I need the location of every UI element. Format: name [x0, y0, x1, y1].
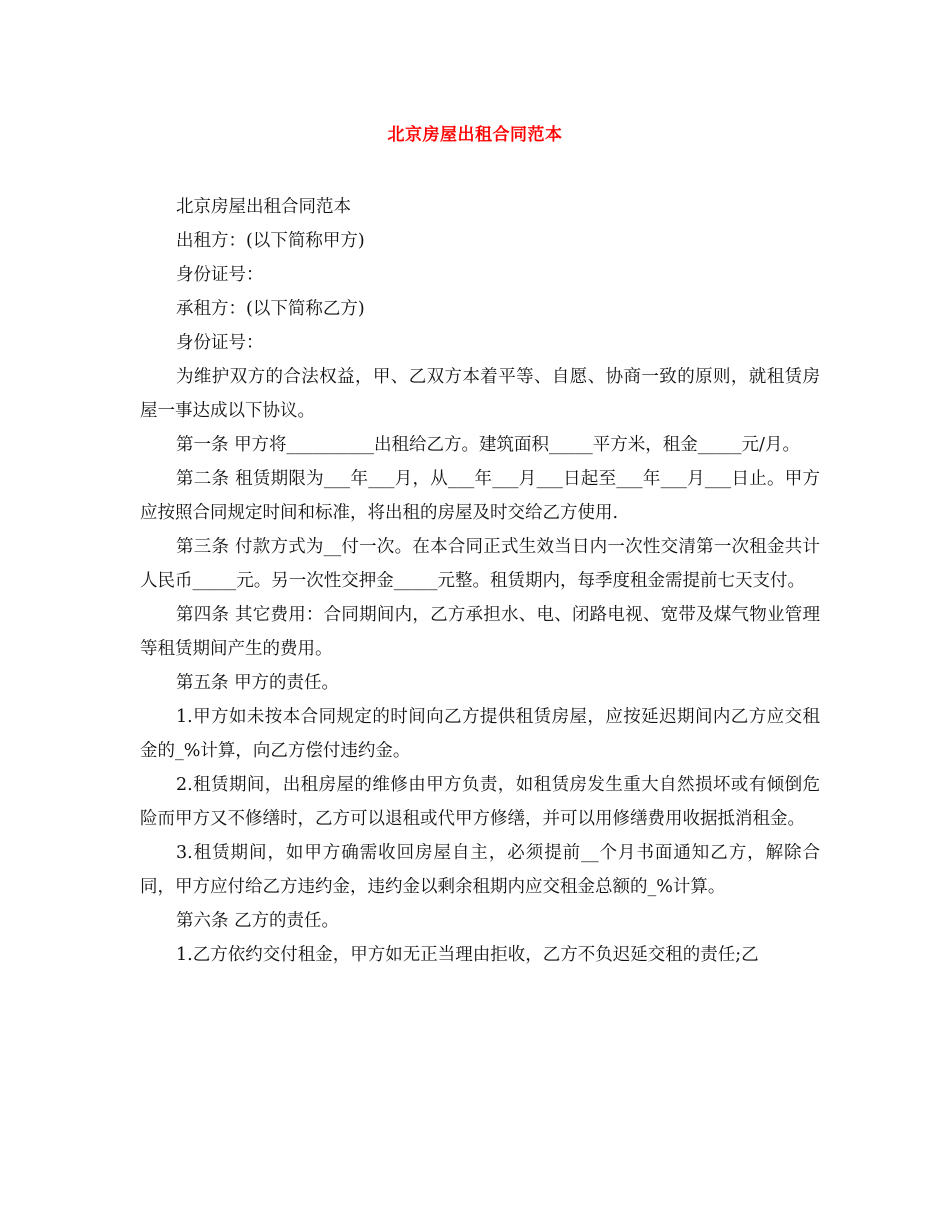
paragraph: 第六条 乙方的责任。: [176, 911, 340, 931]
paragraph: 承租方：(以下简称乙方): [176, 299, 365, 319]
paragraph: 第一条 甲方将__________出租给乙方。建筑面积_____平方米，租金_____元/月。: [176, 435, 800, 455]
paragraph: 身份证号：: [176, 265, 264, 285]
paragraph: 第二条 租赁期限为___年___月，从___年___月___日起至___年___月___日止。甲方应按照合同规定时间和标准，将出租的房屋及时交给乙方使用.: [140, 469, 820, 523]
paragraph: 2.租赁期间，出租房屋的维修由甲方负责，如租赁房发生重大自然损坏或有倾倒危险而甲方又不修缮时，乙方可以退租或代甲方修缮，并可以用修缮费用收据抵消租金。: [140, 775, 820, 829]
paragraph: 第三条 付款方式为__付一次。在本合同正式生效当日内一次性交清第一次租金共计人民币_____元。另一次性交押金_____元整。租赁期内，每季度租金需提前七天支付。: [140, 537, 820, 591]
paragraph: 身份证号：: [176, 333, 264, 353]
document-title: 北京房屋出租合同范本: [387, 125, 563, 145]
paragraph: 3.租赁期间，如甲方确需收回房屋自主，必须提前__个月书面通知乙方，解除合同，甲方应付给乙方违约金，违约金以剩余租期内应交租金总额的_%计算。: [140, 843, 820, 897]
paragraph: 第五条 甲方的责任。: [176, 673, 340, 693]
paragraph: 第四条 其它费用：合同期间内，乙方承担水、电、闭路电视、宽带及煤气物业管理等租赁期间产生的费用。: [140, 605, 820, 659]
paragraph: 1.甲方如未按本合同规定的时间向乙方提供租赁房屋，应按延迟期间内乙方应交租金的_%计算，向乙方偿付违约金。: [140, 707, 820, 761]
paragraph: 出租方：(以下简称甲方): [176, 231, 365, 251]
document-body: [140, 190, 820, 972]
paragraph: 为维护双方的合法权益，甲、乙双方本着平等、自愿、协商一致的原则，就租赁房屋一事达成以下协议。: [140, 367, 820, 421]
paragraph: 北京房屋出租合同范本: [176, 197, 351, 217]
paragraph: 1.乙方依约交付租金，甲方如无正当理由拒收，乙方不负迟延交租的责任;乙: [176, 945, 759, 965]
